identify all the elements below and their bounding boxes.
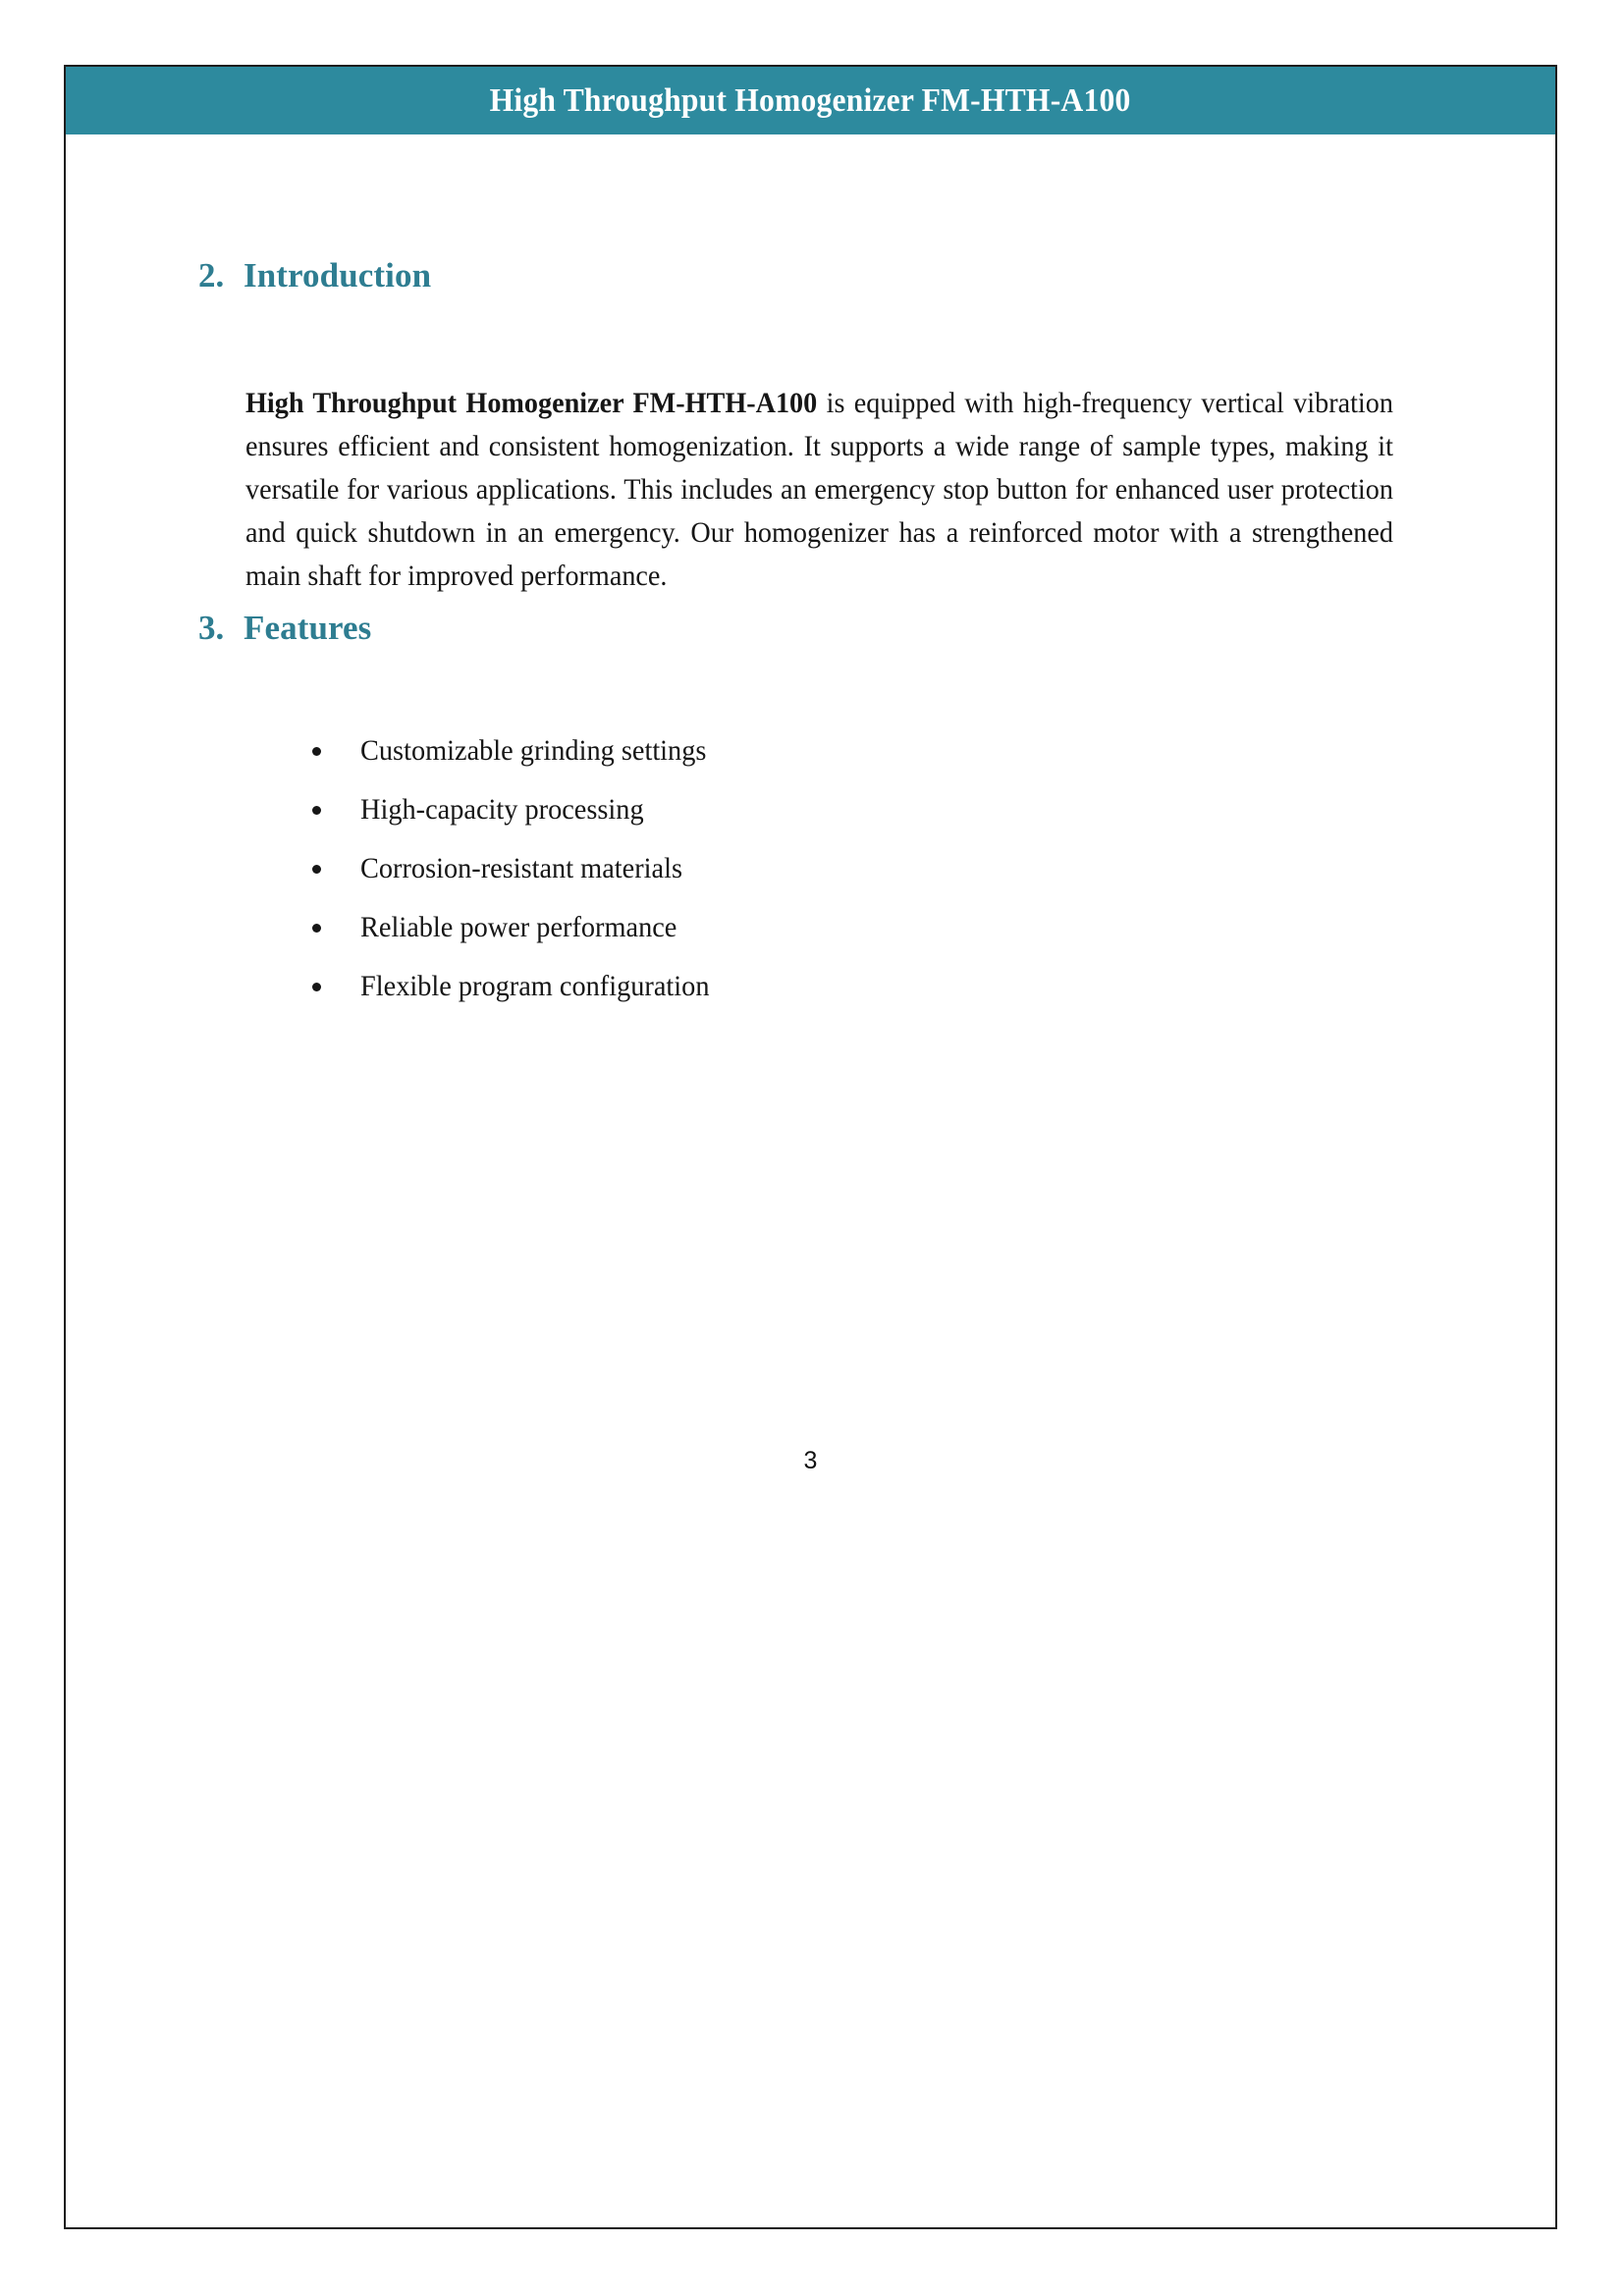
document-title: High Throughput Homogenizer FM-HTH-A100 [490, 81, 1131, 119]
section-number-features: 3. [198, 609, 225, 647]
bullet-icon [312, 983, 321, 991]
section-heading-introduction [198, 256, 431, 295]
bullet-icon [312, 747, 321, 756]
page-content [66, 134, 1555, 2227]
list-item [245, 898, 1227, 957]
list-item [245, 780, 1227, 839]
introduction-paragraph [245, 382, 1393, 598]
list-item [245, 839, 1227, 898]
section-title-features: Features [244, 609, 372, 647]
list-item [245, 721, 1227, 780]
feature-label: Reliable power performance [360, 912, 677, 943]
feature-label: High-capacity processing [360, 794, 644, 826]
page-number: 3 [803, 1447, 818, 1474]
feature-label: Customizable grinding settings [360, 735, 707, 767]
introduction-body-text: is equipped with high-frequency vertical vibration ensures efficient and consistent homogenization. It supports a wide range of sample types, making it versatile for various applications. This includes an emergency stop button for enhanced user protection and quick shutdown in an emergency. Our homogenizer has a reinforced motor with a strengthened main shaft for improved performance. [245, 387, 1393, 592]
document-page [64, 65, 1557, 2229]
section-title-introduction: Introduction [244, 256, 432, 294]
section-heading-features [198, 609, 371, 648]
introduction-lead-bold: High Throughput Homogenizer FM-HTH-A100 [245, 387, 818, 419]
feature-label: Flexible program configuration [360, 971, 710, 1002]
list-item [245, 957, 1227, 1016]
bullet-icon [312, 865, 321, 874]
page-header-banner [66, 67, 1555, 134]
bullet-icon [312, 924, 321, 933]
features-list [245, 721, 1227, 1016]
section-number-introduction: 2. [198, 256, 225, 294]
feature-label: Corrosion-resistant materials [360, 853, 682, 884]
bullet-icon [312, 806, 321, 815]
